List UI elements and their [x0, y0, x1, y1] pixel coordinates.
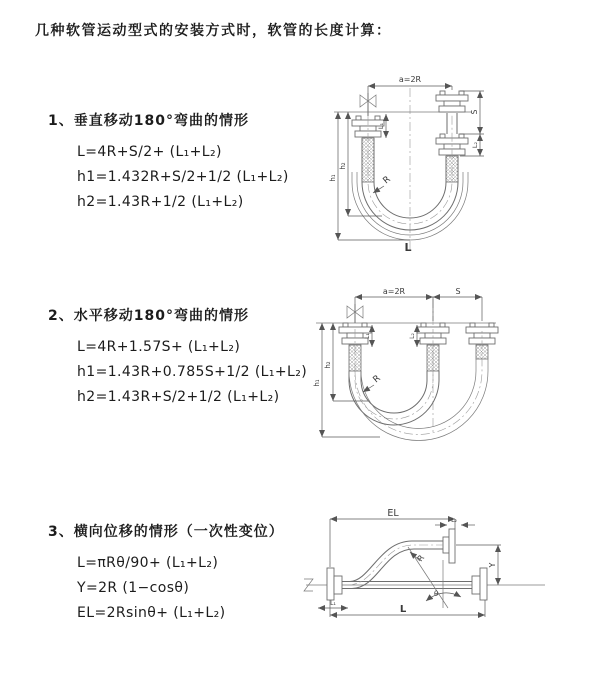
flange-right-upper	[436, 91, 468, 112]
flange-left	[327, 568, 342, 600]
dim-label-EL: EL	[387, 508, 399, 519]
dim-label-R: R	[381, 174, 393, 187]
dim-label-h1: h₁	[329, 174, 337, 182]
dim-label-a2R: a=2R	[398, 75, 422, 84]
dimension-S	[433, 287, 482, 321]
formula-h1: h1=1.43R+0.785S+1/2 (L₁+L₂)	[77, 364, 308, 380]
dimension-L2	[409, 325, 417, 347]
formula-L: L=4R+1.57S+ (L₁+L₂)	[77, 339, 241, 355]
dim-label-L: L	[399, 604, 407, 615]
dim-label-L1: L₁	[377, 122, 385, 130]
radius-leader	[373, 175, 393, 193]
dim-label-R: R	[371, 373, 383, 386]
hose-u-bend-position2	[349, 331, 488, 441]
dim-label-a2R: a=2R	[382, 287, 406, 296]
dim-label-h1: h₁	[313, 379, 321, 387]
radius-leader	[363, 374, 383, 392]
flange-right-lower	[472, 568, 487, 600]
dim-label-h2: h₂	[324, 361, 332, 369]
section-3-formulas	[77, 551, 284, 626]
dim-label-h2: h₂	[339, 162, 347, 170]
dimension-L2	[471, 134, 480, 156]
dimension-a2R	[355, 287, 433, 321]
formula-h2: h2=1.43R+S/2+1/2 (L₁+L₂)	[77, 389, 280, 405]
formula-h1: h1=1.432R+S/2+1/2 (L₁+L₂)	[77, 169, 289, 185]
dim-label-L: L	[404, 241, 412, 254]
dim-label-S: S	[470, 109, 479, 115]
formula-L: L=4R+S/2+ (L₁+L₂)	[77, 144, 222, 160]
page-title: 几种软管运动型式的安装方式时，软管的长度计算：	[35, 23, 392, 39]
dimension-L1	[318, 600, 348, 608]
section-1-formulas	[77, 140, 289, 215]
flange-upper-displaced	[443, 529, 455, 563]
section-horizontal-movement	[48, 305, 307, 410]
formula-h2: h2=1.43R+1/2 (L₁+L₂)	[77, 194, 244, 210]
dim-label-L2: L₂	[471, 141, 479, 149]
dim-label-L2: L₂	[451, 517, 457, 524]
valve-icon	[347, 304, 363, 323]
section-1-heading: 1、垂直移动180°弯曲的情形	[48, 113, 249, 129]
dimension-EL	[330, 508, 455, 567]
dim-label-theta: θ	[434, 590, 439, 598]
section-2-heading: 2、水平移动180°弯曲的情形	[48, 308, 249, 324]
dim-label-L1: L₁	[330, 600, 336, 607]
formula-Y: Y=2R (1−cosθ)	[77, 580, 190, 596]
dim-label-L1: L₁	[364, 333, 371, 339]
formula-L: L=πRθ/90+ (L₁+L₂)	[77, 555, 219, 571]
section-2-formulas	[77, 335, 307, 410]
formula-EL: EL=2Rsinθ+ (L₁+L₂)	[77, 605, 226, 621]
dim-label-S: S	[455, 287, 461, 296]
diagram-lateral-displacement	[300, 505, 600, 650]
dimension-L	[330, 600, 485, 617]
dim-label-R: R	[415, 553, 427, 564]
dim-label-L2: L₂	[409, 333, 416, 339]
dim-label-Y: Y	[488, 562, 497, 568]
diagram-horizontal-180-bend	[310, 285, 600, 455]
section-3-heading: 3、横向位移的情形（一次性变位）	[48, 524, 284, 540]
section-lateral-displacement	[48, 521, 284, 626]
section-vertical-movement	[48, 110, 289, 215]
diagram-vertical-180-bend	[310, 70, 600, 265]
valve-icon	[360, 93, 376, 116]
dimension-L2	[435, 517, 475, 525]
